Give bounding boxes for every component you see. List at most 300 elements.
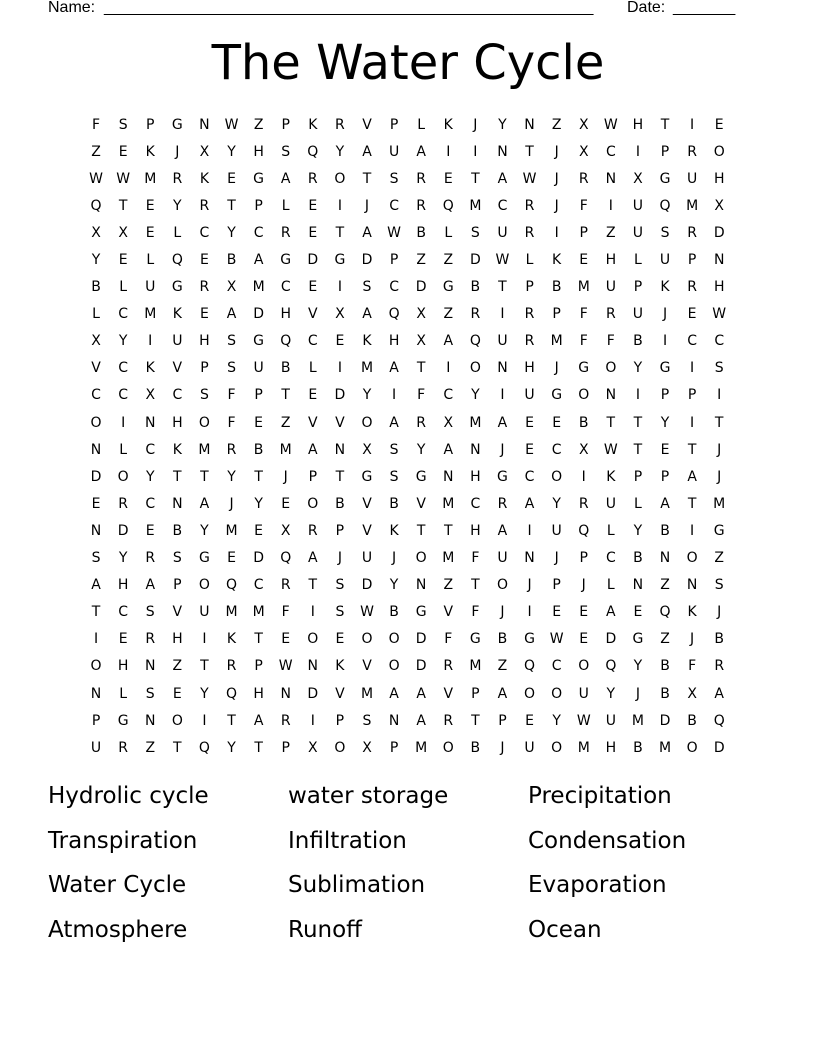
grid-letter: L — [417, 116, 426, 133]
grid-letter: Q — [280, 550, 292, 567]
grid-letter: N — [172, 495, 183, 512]
grid-letter: P — [633, 468, 643, 485]
grid-letter: I — [690, 360, 695, 377]
grid-letter: T — [633, 441, 643, 458]
grid-letter: S — [335, 604, 345, 621]
grid-letter: I — [121, 414, 126, 431]
grid-letter: A — [91, 577, 101, 594]
grid-letter: K — [172, 306, 182, 323]
grid-letter: K — [443, 116, 453, 133]
grid-letter: P — [335, 712, 345, 729]
grid-letter: M — [225, 522, 238, 539]
grid-letter: L — [606, 522, 615, 539]
grid-letter: E — [118, 252, 128, 269]
grid-letter: F — [227, 414, 236, 431]
grid-letter: E — [91, 495, 101, 512]
grid-letter: U — [172, 333, 183, 350]
grid-letter: F — [471, 604, 480, 621]
word-bank-item: Atmosphere — [48, 916, 188, 943]
grid-letter: O — [117, 468, 129, 485]
grid-letter: O — [496, 577, 508, 594]
grid-letter: N — [497, 143, 508, 160]
grid-letter: U — [605, 712, 616, 729]
grid-letter: Z — [443, 252, 454, 269]
grid-letter: B — [172, 522, 183, 539]
grid-letter: R — [172, 170, 183, 187]
grid-letter: T — [254, 468, 263, 485]
grid-letter: C — [389, 279, 399, 296]
grid-letter: X — [362, 441, 372, 458]
grid-letter: I — [202, 631, 207, 648]
word-bank-item: Ocean — [528, 916, 602, 943]
grid-letter: Y — [227, 468, 236, 485]
grid-letter: B — [497, 631, 508, 648]
grid-letter: S — [714, 577, 724, 594]
grid-letter: C — [145, 495, 156, 512]
grid-letter: K — [199, 170, 210, 187]
word-bank-item: Infiltration — [288, 827, 407, 854]
grid-letter: J — [554, 170, 559, 187]
grid-letter: Y — [416, 441, 426, 458]
grid-letter: G — [171, 279, 183, 296]
grid-letter: P — [579, 550, 588, 567]
grid-letter: P — [281, 116, 290, 133]
grid-letter: R — [307, 522, 318, 539]
grid-letter: M — [658, 739, 672, 756]
grid-letter: R — [470, 306, 481, 323]
grid-letter: L — [634, 495, 642, 512]
grid-letter: L — [606, 577, 615, 594]
grid-letter: M — [144, 170, 157, 187]
grid-letter: W — [360, 604, 374, 621]
grid-letter: Y — [389, 577, 399, 594]
grid-letter: W — [278, 658, 293, 675]
grid-letter: Y — [91, 252, 101, 269]
grid-letter: N — [713, 252, 725, 269]
grid-letter: R — [578, 170, 589, 187]
grid-letter: K — [145, 360, 155, 377]
grid-letter: P — [552, 577, 561, 594]
grid-letter: I — [527, 604, 532, 621]
grid-letter: U — [497, 333, 508, 350]
grid-letter: M — [360, 685, 374, 702]
grid-letter: X — [280, 522, 291, 539]
grid-letter: E — [308, 279, 318, 296]
grid-letter: B — [633, 550, 643, 567]
grid-letter: A — [443, 333, 454, 350]
grid-letter: B — [470, 739, 481, 756]
grid-letter: H — [280, 306, 291, 323]
grid-letter: D — [415, 658, 427, 675]
grid-letter: N — [524, 116, 535, 133]
grid-letter: F — [579, 197, 588, 214]
grid-letter: R — [199, 279, 210, 296]
grid-letter: T — [362, 170, 372, 187]
grid-letter: Y — [660, 414, 670, 431]
grid-letter: Q — [90, 197, 102, 214]
grid-letter: G — [442, 279, 454, 296]
grid-letter: U — [524, 739, 535, 756]
grid-letter: M — [360, 360, 374, 377]
grid-letter: O — [415, 550, 427, 567]
grid-letter: M — [442, 550, 455, 567]
grid-letter: G — [524, 631, 535, 648]
grid-letter: U — [686, 170, 698, 187]
grid-letter: J — [717, 468, 722, 485]
grid-letter: P — [281, 739, 290, 756]
grid-letter: E — [687, 306, 697, 323]
grid-letter: A — [497, 170, 508, 187]
grid-letter: U — [90, 739, 102, 756]
grid-letter: B — [280, 360, 291, 377]
grid-letter: K — [362, 333, 372, 350]
grid-letter: E — [308, 224, 318, 241]
grid-letter: E — [308, 197, 318, 214]
grid-letter: S — [389, 170, 399, 187]
grid-letter: G — [253, 333, 265, 350]
grid-letter: B — [470, 279, 481, 296]
grid-letter: U — [632, 224, 644, 241]
grid-letter: S — [227, 360, 236, 377]
grid-letter: N — [415, 577, 427, 594]
grid-letter: E — [281, 495, 291, 512]
grid-letter: C — [497, 197, 508, 214]
grid-letter: V — [172, 360, 183, 377]
grid-letter: T — [254, 631, 263, 648]
grid-letter: J — [364, 197, 370, 214]
grid-letter: I — [310, 712, 315, 729]
grid-letter: G — [659, 170, 671, 187]
grid-letter: W — [495, 252, 510, 269]
grid-letter: B — [633, 739, 643, 756]
grid-letter: B — [551, 279, 562, 296]
grid-letter: Q — [226, 685, 238, 702]
grid-letter: N — [659, 550, 671, 567]
grid-letter: D — [334, 387, 346, 404]
grid-letter: P — [254, 387, 263, 404]
grid-letter: E — [145, 224, 155, 241]
grid-letter: A — [687, 468, 697, 485]
grid-letter: L — [634, 252, 642, 269]
grid-letter: Z — [443, 577, 454, 594]
grid-letter: X — [687, 685, 697, 702]
grid-letter: I — [446, 360, 451, 377]
grid-letter: N — [307, 658, 319, 675]
grid-letter: X — [226, 279, 237, 296]
grid-letter: J — [500, 441, 505, 458]
grid-letter: P — [660, 387, 670, 404]
grid-letter: B — [660, 522, 670, 539]
grid-letter: Q — [659, 197, 671, 214]
grid-letter: A — [389, 414, 399, 431]
grid-letter: Y — [227, 739, 236, 756]
grid-letter: Z — [416, 252, 426, 269]
grid-letter: T — [606, 414, 616, 431]
grid-letter: P — [173, 577, 182, 594]
grid-letter: A — [714, 685, 724, 702]
grid-letter: O — [198, 414, 210, 431]
grid-letter: X — [91, 224, 101, 241]
grid-letter: W — [224, 116, 239, 133]
grid-letter: T — [118, 197, 128, 214]
grid-letter: B — [416, 224, 426, 241]
grid-letter: E — [525, 414, 534, 431]
grid-letter: O — [469, 360, 481, 377]
grid-letter: Z — [606, 224, 616, 241]
grid-letter: E — [335, 631, 345, 648]
grid-letter: D — [307, 685, 319, 702]
grid-letter: N — [686, 577, 698, 594]
grid-letter: E — [118, 143, 128, 160]
grid-letter: A — [497, 685, 508, 702]
grid-letter: Y — [552, 712, 561, 729]
grid-letter: J — [554, 550, 559, 567]
grid-letter: G — [280, 252, 292, 269]
grid-letter: X — [362, 739, 372, 756]
grid-letter: C — [199, 224, 210, 241]
grid-letter: X — [118, 224, 128, 241]
grid-letter: H — [713, 279, 725, 296]
grid-letter: R — [280, 577, 291, 594]
grid-letter: E — [254, 414, 264, 431]
grid-letter: U — [632, 306, 644, 323]
grid-letter: J — [229, 495, 234, 512]
grid-letter: N — [470, 441, 481, 458]
grid-letter: O — [198, 577, 210, 594]
grid-letter: M — [577, 739, 590, 756]
grid-letter: R — [443, 658, 454, 675]
grid-letter: O — [442, 739, 454, 756]
grid-letter: C — [307, 333, 318, 350]
grid-letter: P — [471, 685, 480, 702]
grid-letter: U — [659, 252, 671, 269]
grid-letter: S — [227, 333, 236, 350]
grid-letter: E — [199, 252, 209, 269]
grid-letter: S — [362, 712, 372, 729]
grid-letter: Y — [471, 387, 480, 404]
grid-letter: J — [527, 577, 532, 594]
grid-letter: H — [388, 333, 400, 350]
grid-letter: Y — [254, 495, 263, 512]
grid-letter: B — [660, 685, 670, 702]
grid-letter: C — [687, 333, 697, 350]
grid-letter: R — [335, 116, 345, 133]
grid-letter: E — [254, 522, 264, 539]
word-bank-item: Water Cycle — [48, 872, 187, 898]
grid-letter: J — [554, 360, 559, 377]
grid-letter: N — [199, 116, 210, 133]
grid-letter: I — [662, 333, 668, 350]
grid-letter: T — [498, 279, 507, 296]
grid-letter: T — [660, 116, 670, 133]
grid-letter: E — [579, 604, 589, 621]
grid-letter: R — [605, 306, 616, 323]
grid-letter: H — [117, 577, 129, 594]
grid-letter: J — [473, 116, 478, 133]
grid-letter: D — [415, 279, 427, 296]
grid-letter: D — [253, 550, 264, 567]
grid-letter: K — [687, 604, 697, 621]
grid-letter: Y — [145, 468, 155, 485]
grid-letter: N — [605, 387, 617, 404]
grid-letter: X — [145, 387, 156, 404]
grid-letter: W — [603, 116, 618, 133]
grid-letter: J — [283, 468, 288, 485]
grid-letter: U — [253, 360, 264, 377]
grid-letter: C — [118, 387, 129, 404]
grid-letter: A — [606, 604, 616, 621]
word-bank-item: water storage — [288, 783, 449, 809]
grid-letter: Y — [498, 116, 507, 133]
grid-letter: J — [392, 550, 397, 567]
grid-letter: O — [307, 495, 319, 512]
grid-letter: R — [226, 658, 237, 675]
grid-letter: A — [253, 252, 264, 269]
grid-letter: A — [199, 495, 210, 512]
grid-letter: C — [253, 577, 264, 594]
grid-letter: B — [335, 495, 345, 512]
grid-letter: Z — [443, 306, 454, 323]
grid-letter: R — [524, 306, 535, 323]
grid-letter: N — [497, 360, 508, 377]
grid-letter: Z — [714, 550, 724, 567]
grid-letter: C — [118, 604, 129, 621]
grid-letter: I — [554, 224, 559, 241]
grid-letter: P — [91, 712, 101, 729]
grid-letter: B — [253, 441, 264, 458]
grid-letter: F — [444, 631, 453, 648]
grid-letter: Y — [173, 197, 182, 214]
grid-letter: B — [687, 712, 697, 729]
grid-letter: A — [226, 306, 237, 323]
grid-letter: O — [90, 658, 102, 675]
grid-letter: W — [712, 306, 727, 323]
grid-letter: T — [227, 712, 236, 729]
grid-letter: W — [576, 712, 591, 729]
grid-letter: O — [524, 685, 536, 702]
grid-letter: T — [254, 739, 263, 756]
word-search-grid — [83, 111, 733, 761]
grid-letter: M — [713, 495, 726, 512]
grid-letter: A — [145, 577, 156, 594]
grid-letter: F — [688, 658, 697, 675]
word-bank-item: Hydrolic cycle — [48, 783, 209, 809]
grid-letter: O — [605, 360, 617, 377]
grid-letter: Q — [226, 577, 238, 594]
grid-letter: X — [578, 143, 589, 160]
grid-letter: R — [524, 224, 535, 241]
grid-letter: L — [281, 197, 290, 214]
grid-letter: K — [226, 631, 237, 648]
grid-letter: W — [89, 170, 103, 187]
grid-letter: M — [415, 739, 428, 756]
grid-letter: J — [717, 604, 722, 621]
grid-letter: A — [416, 685, 426, 702]
grid-letter: T — [200, 468, 209, 485]
grid-letter: G — [632, 631, 644, 648]
grid-letter: P — [146, 116, 155, 133]
grid-letter: S — [281, 143, 291, 160]
name-label: Name: — [48, 0, 96, 16]
grid-letter: X — [714, 197, 724, 214]
grid-letter: H — [253, 685, 264, 702]
grid-letter: R — [687, 143, 697, 160]
grid-letter: N — [90, 441, 102, 458]
grid-letter: Q — [442, 197, 454, 214]
grid-letter: G — [713, 522, 725, 539]
grid-letter: E — [660, 441, 670, 458]
grid-letter: K — [552, 252, 562, 269]
grid-letter: S — [470, 224, 480, 241]
grid-letter: G — [171, 116, 183, 133]
grid-letter: R — [687, 279, 697, 296]
grid-letter: M — [252, 279, 265, 296]
grid-letter: P — [687, 252, 697, 269]
grid-letter: O — [171, 712, 183, 729]
grid-letter: F — [606, 333, 615, 350]
grid-letter: K — [172, 441, 182, 458]
grid-letter: R — [118, 495, 128, 512]
grid-letter: C — [714, 333, 725, 350]
grid-letter: T — [471, 577, 480, 594]
grid-letter: R — [524, 197, 535, 214]
grid-letter: Q — [307, 143, 319, 160]
grid-letter: U — [632, 197, 644, 214]
grid-letter: C — [470, 495, 481, 512]
grid-letter: P — [498, 712, 507, 729]
grid-letter: N — [443, 468, 454, 485]
grid-letter: A — [362, 306, 372, 323]
word-bank-item: Runoff — [288, 916, 363, 943]
grid-letter: U — [199, 604, 210, 621]
grid-letter: M — [252, 604, 265, 621]
grid-letter: Y — [362, 387, 372, 404]
grid-letter: Q — [524, 658, 536, 675]
grid-letter: E — [525, 712, 534, 729]
grid-letter: Y — [633, 360, 643, 377]
grid-letter: W — [549, 631, 564, 648]
name-blank-line: _______________________________________________________ — [104, 0, 594, 16]
grid-letter: T — [173, 468, 182, 485]
grid-letter: L — [146, 252, 155, 269]
grid-letter: J — [662, 306, 668, 323]
grid-letter: C — [389, 197, 399, 214]
grid-letter: D — [469, 252, 481, 269]
grid-letter: L — [525, 252, 534, 269]
grid-letter: N — [144, 712, 156, 729]
grid-letter: V — [362, 116, 372, 133]
grid-letter: R — [714, 658, 725, 675]
grid-letter: R — [145, 631, 156, 648]
grid-letter: D — [415, 631, 427, 648]
grid-letter: P — [525, 279, 534, 296]
grid-letter: B — [226, 252, 237, 269]
grid-letter: I — [337, 279, 342, 296]
grid-letter: N — [632, 577, 644, 594]
grid-letter: J — [500, 604, 505, 621]
grid-letter: N — [144, 414, 156, 431]
grid-letter: K — [308, 116, 318, 133]
grid-letter: N — [90, 522, 102, 539]
grid-letter: O — [307, 631, 319, 648]
grid-letter: I — [392, 387, 397, 404]
grid-letter: S — [145, 604, 155, 621]
grid-letter: P — [254, 658, 263, 675]
word-bank-item: Sublimation — [288, 872, 426, 898]
grid-letter: T — [91, 604, 101, 621]
grid-letter: J — [690, 631, 695, 648]
grid-letter: G — [361, 468, 373, 485]
